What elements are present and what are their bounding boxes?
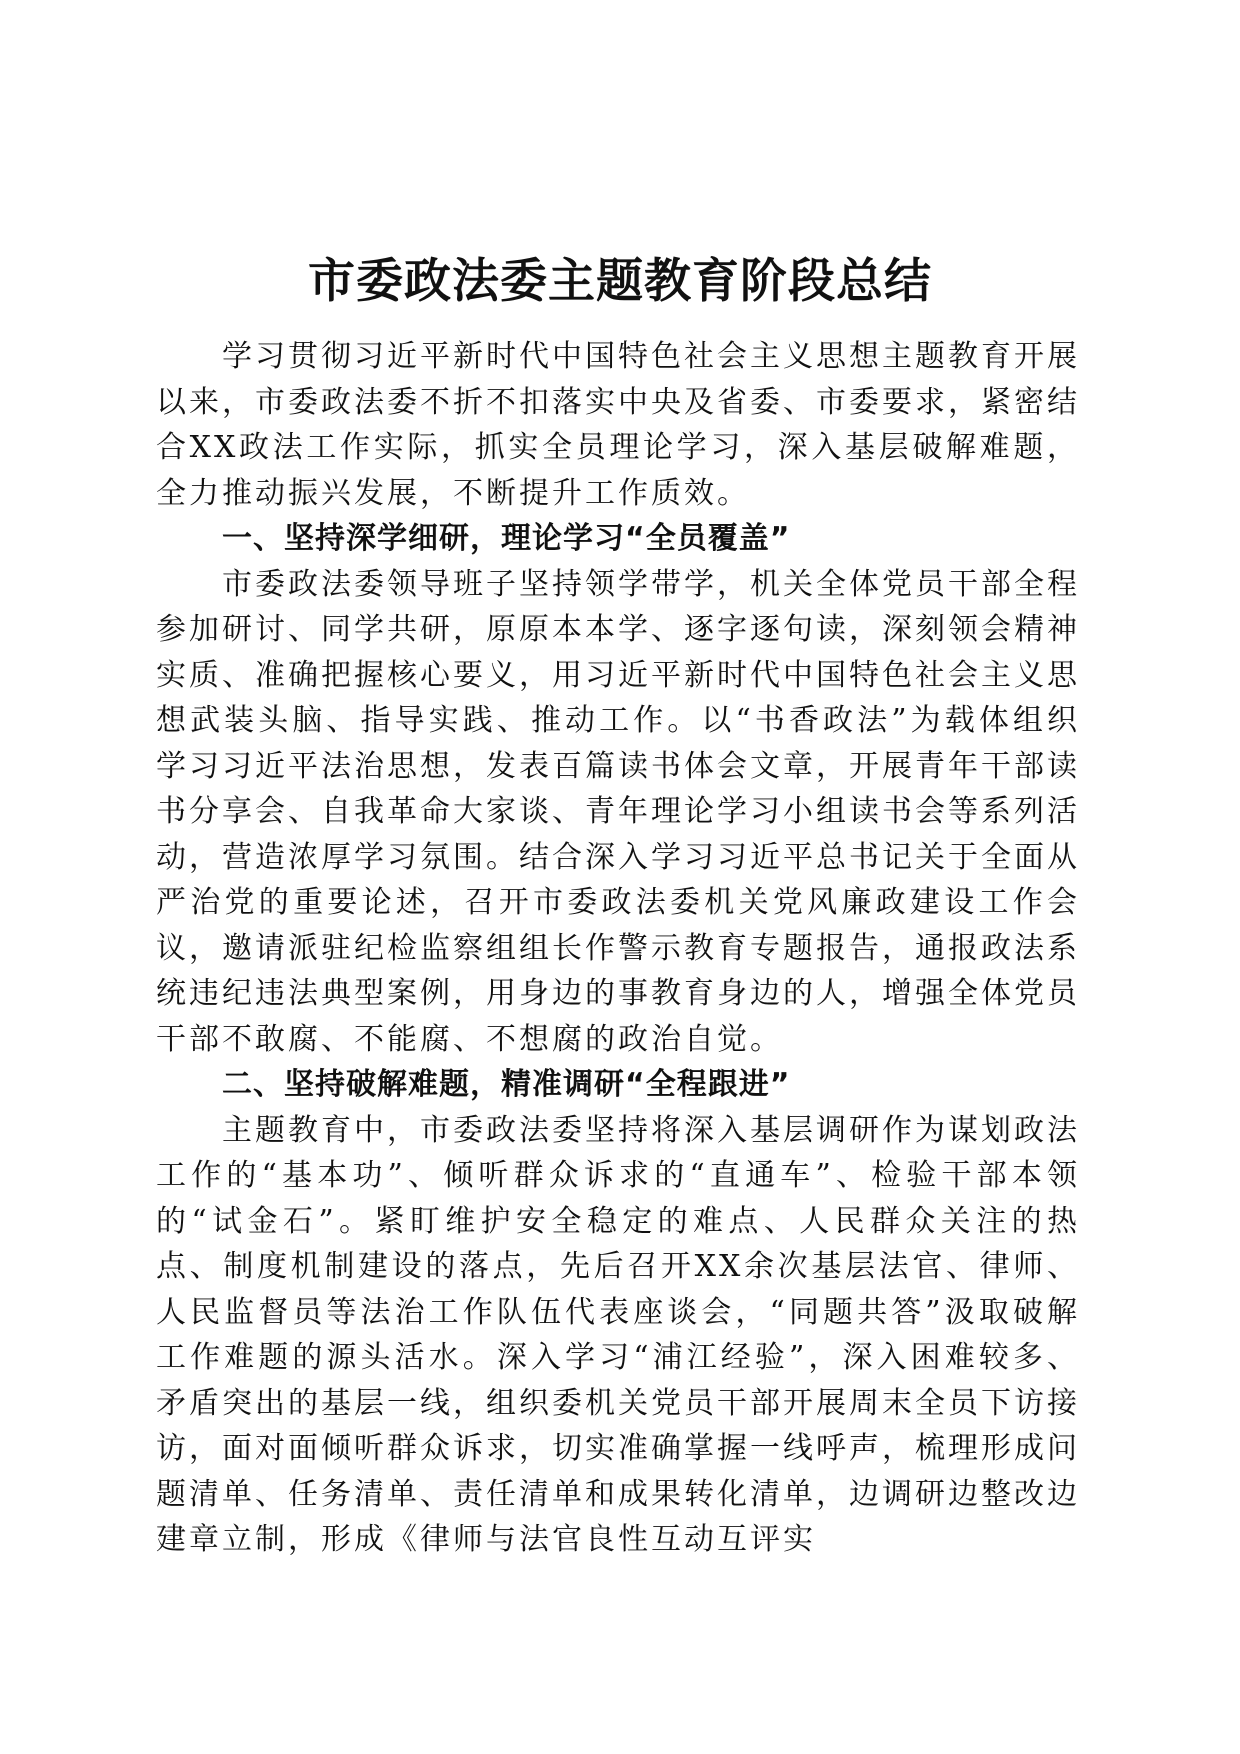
section-1-heading: 一、坚持深学细研，理论学习“全员覆盖” bbox=[222, 521, 791, 556]
section-2-paragraph: 主题教育中，市委政法委坚持将深入基层调研作为谋划政法工作的“基本功”、倾听群众诉求的“直通车”、检验干部本领的“试金石”。紧盯维护安全稳定的难点、人民群众关注的热点、制度机制建设的落点，先后召开XX余次基层法官、律师、人民监督员等法治工作队伍代表座谈会，“同题共答”汲取破解工作难题的源头活水。深入学习“浦江经验”，深入困难较多、矛盾突出的基层一线，组织委机关党员干部开展周末全员下访接访，面对面倾听群众诉求，切实准确掌握一线呼声，梳理形成问题清单、任务清单、责任清单和成果转化清单，边调研边整改边建章立制，形成《律师与法官良性互动互评实 bbox=[156, 1112, 1080, 1557]
intro-paragraph: 学习贯彻习近平新时代中国特色社会主义思想主题教育开展以来，市委政法委不折不扣落实中央及省委、市委要求，紧密结合XX政法工作实际，抓实全员理论学习，深入基层破解难题，全力推动振兴发展，不断提升工作质效。 bbox=[156, 339, 1080, 511]
section-2-heading: 二、坚持破解难题，精准调研“全程跟进” bbox=[222, 1067, 791, 1102]
document-body bbox=[156, 334, 1080, 1563]
section-1-paragraph: 市委政法委领导班子坚持领学带学，机关全体党员干部全程参加研讨、同学共研，原原本本学、逐字逐句读，深刻领会精神实质、准确把握核心要义，用习近平新时代中国特色社会主义思想武装头脑、指导实践、推动工作。以“书香政法”为载体组织学习习近平法治思想，发表百篇读书体会文章，开展青年干部读书分享会、自我革命大家谈、青年理论学习小组读书会等系列活动，营造浓厚学习氛围。结合深入学习习近平总书记关于全面从严治党的重要论述，召开市委政法委机关党风廉政建设工作会议，邀请派驻纪检监察组组长作警示教育专题报告，通报政法系统违纪违法典型案例，用身边的事教育身边的人，增强全体党员干部不敢腐、不能腐、不想腐的政治自觉。 bbox=[156, 566, 1080, 1057]
document-title: 市委政法委主题教育阶段总结 bbox=[308, 254, 932, 309]
